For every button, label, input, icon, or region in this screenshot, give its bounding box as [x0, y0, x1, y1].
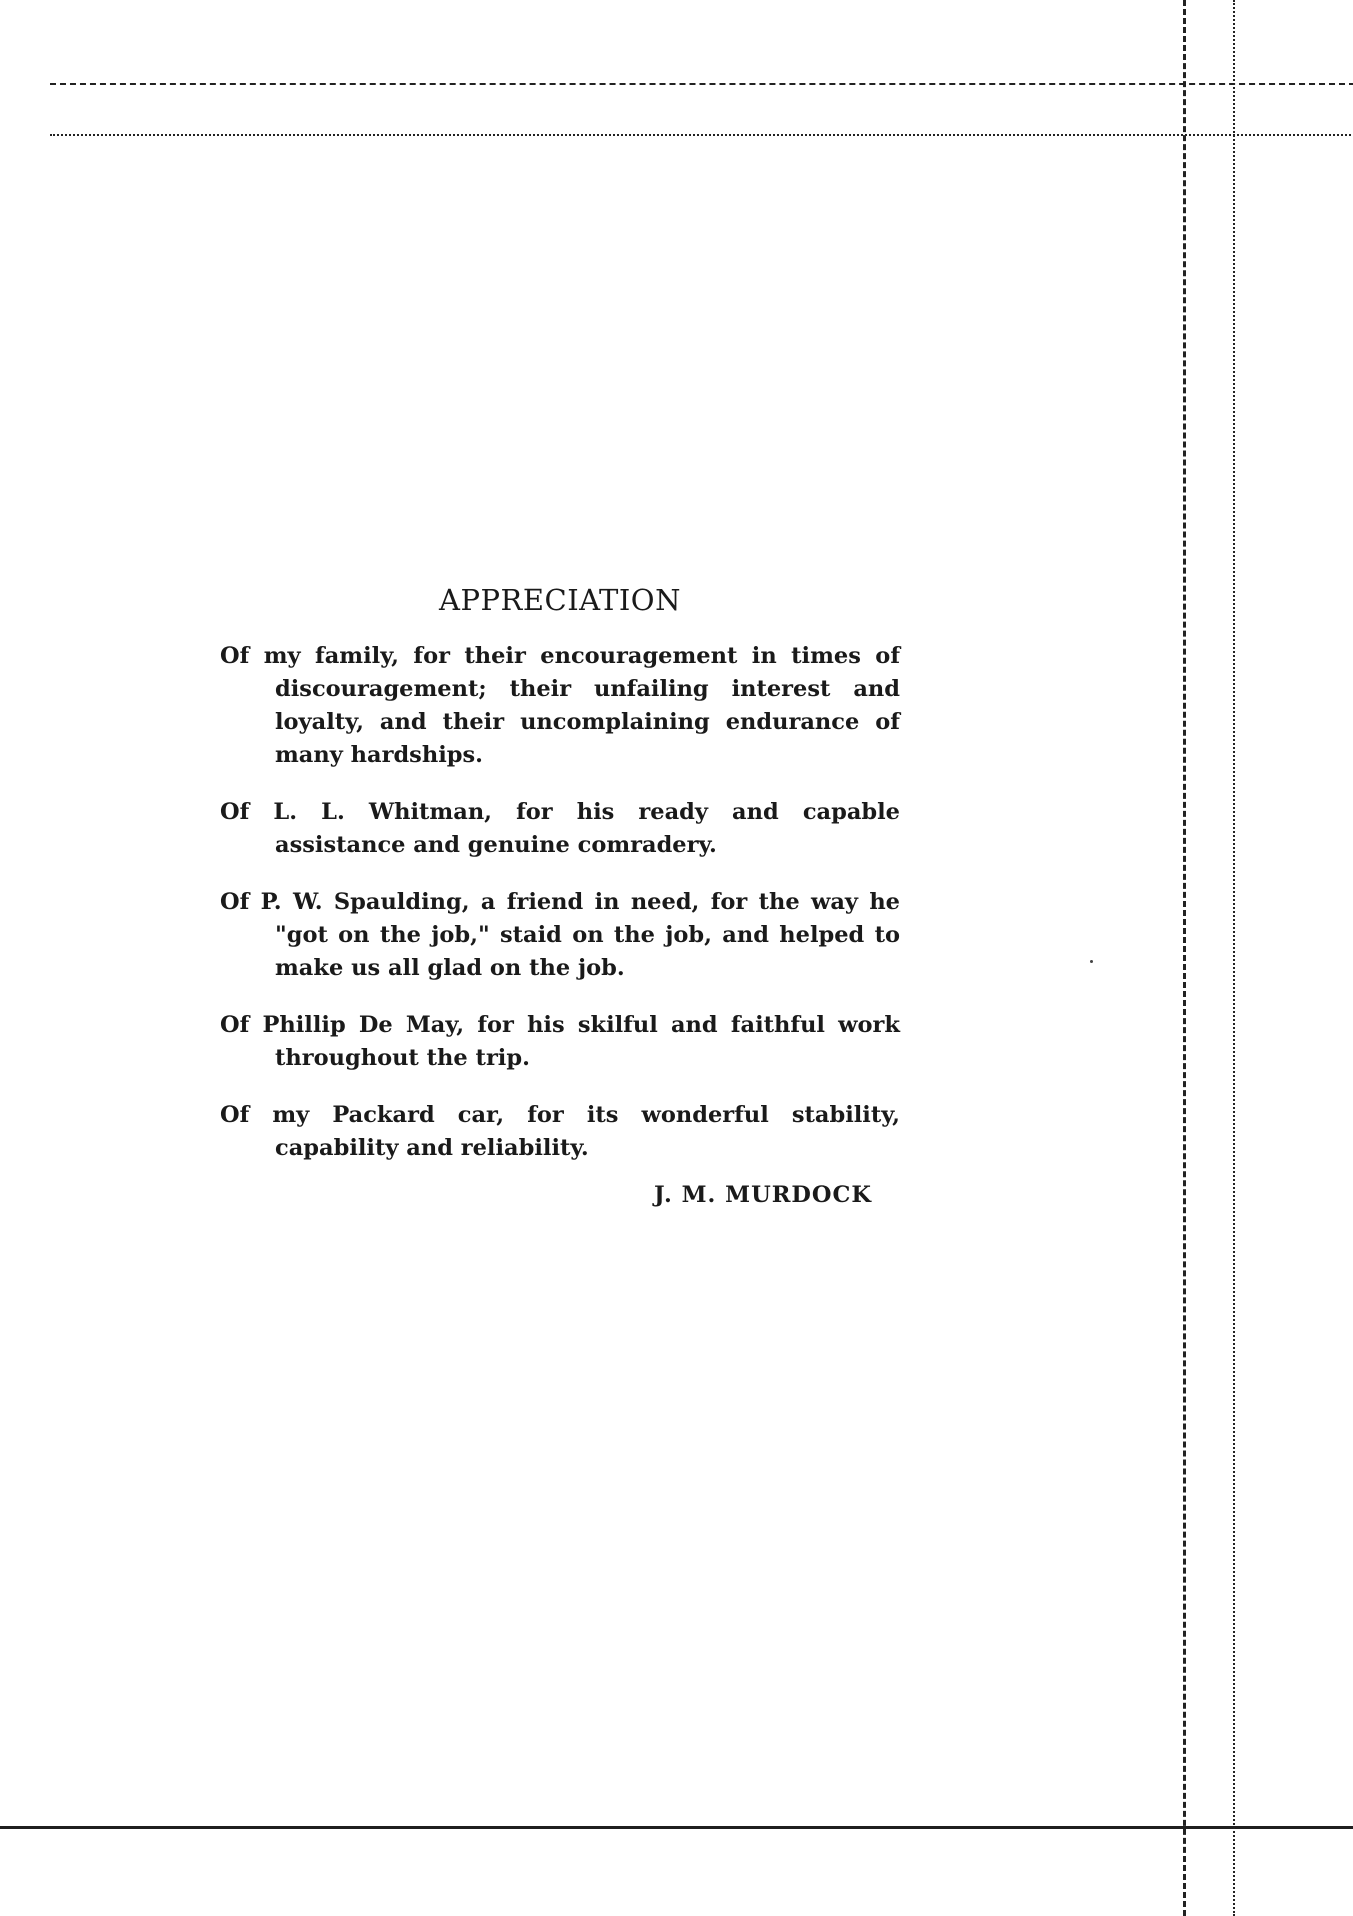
signature: J. M. MURDOCK: [654, 1182, 872, 1208]
ink-speck: [1090, 960, 1093, 963]
paragraph-spaulding: Of P. W. Spaulding, a friend in need, for the way he "got on the job," staid on the job, and helped to make us all glad on the job.: [220, 889, 900, 981]
paragraph-de-may: Of Phillip De May, for his skilful and faithful work throughout the trip.: [220, 1012, 900, 1071]
page-border-top-inner: [50, 134, 1353, 136]
page-border-right-outer: [1233, 0, 1235, 1916]
page-title: APPRECIATION: [439, 583, 681, 617]
appreciation-section: [220, 580, 900, 1235]
page-border-top-outer: [50, 83, 1353, 85]
page-border-bottom: [0, 1826, 1353, 1829]
paragraph-family: Of my family, for their encouragement in times of discouragement; their unfailing interest and loyalty, and their uncomplaining endurance of many hardships.: [220, 643, 900, 768]
paragraph-whitman: Of L. L. Whitman, for his ready and capable assistance and genuine comradery.: [220, 799, 900, 858]
page-border-right-inner: [1183, 0, 1186, 1916]
paragraph-packard: Of my Packard car, for its wonderful stability, capability and reliability.: [220, 1102, 900, 1161]
